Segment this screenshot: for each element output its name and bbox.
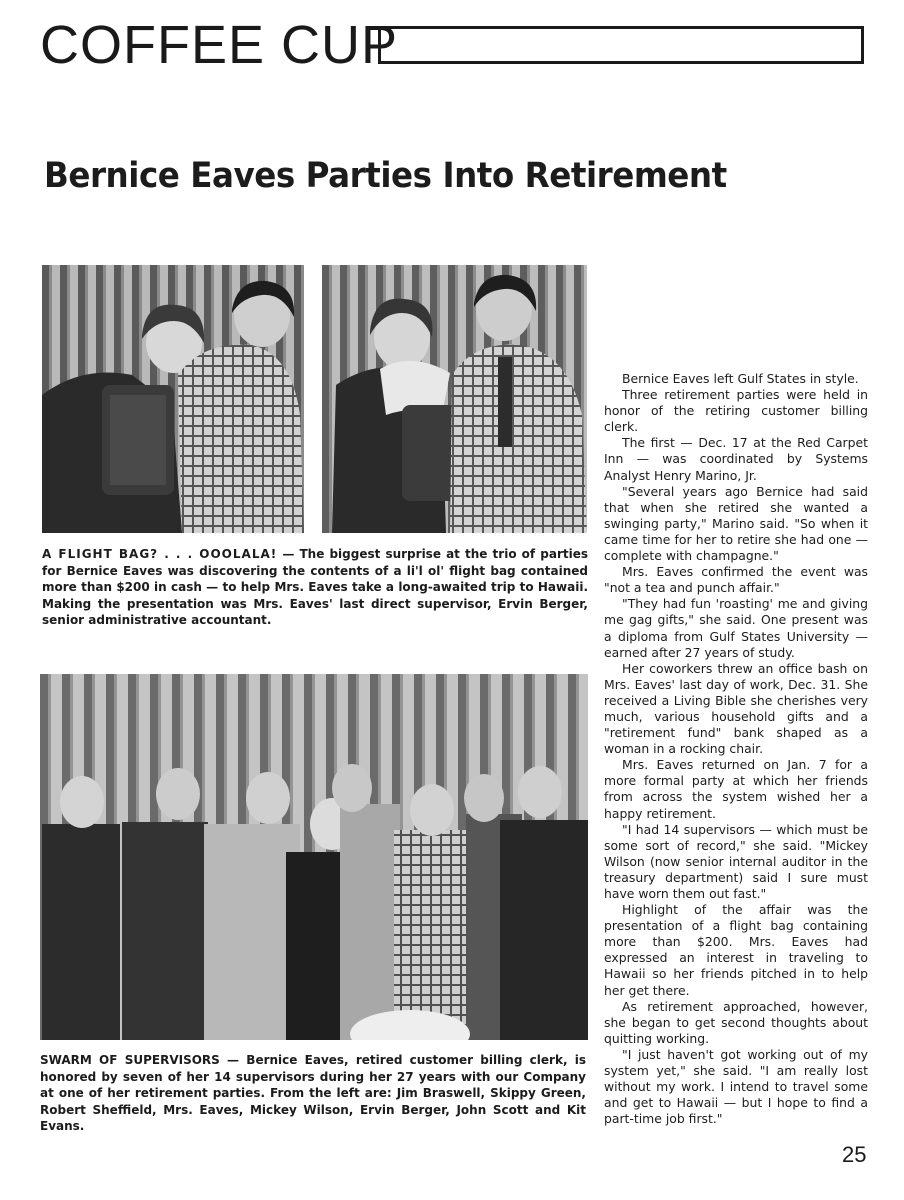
article-paragraph: The first — Dec. 17 at the Red Carpet Inn — was coordinated by Systems Analyst Henry Marino, Jr. <box>604 435 868 483</box>
caption-supervisors-text: — Bernice Eaves, retired customer billing clerk, is honored by seven of her 14 supervisors during her 27 years with our Company at one of her retirement parties. From the left are: Jim Braswell, Skippy Green, Robert Sheffield, Mrs. Eaves, Mickey Wilson, Ervin Berger, John Scott and Kit Evans. <box>40 1053 586 1133</box>
article-paragraph: Three retirement parties were held in honor of the retiring customer billing clerk. <box>604 387 868 435</box>
photo-group-supervisors <box>40 674 588 1040</box>
photo-flight-bag-right <box>322 265 587 533</box>
page-number: 25 <box>842 1142 867 1167</box>
caption-flight-bag <box>42 546 588 629</box>
article-paragraph: Mrs. Eaves confirmed the event was "not a tea and punch affair." <box>604 564 868 596</box>
masthead-title: COFFEE CUP <box>40 15 399 75</box>
article-paragraph: Bernice Eaves left Gulf States in style. <box>622 371 859 386</box>
article-paragraph: "I just haven't got working out of my system yet," she said. "I am really lost without my work. I intend to travel some and get to Hawaii — but I hope to find a part-time job first." <box>604 1046 868 1127</box>
masthead-rule-box <box>378 26 864 64</box>
photo-flight-bag-right-image <box>322 265 587 533</box>
photo-flight-bag-left <box>42 265 304 533</box>
article-paragraph: "Several years ago Bernice had said that when she retired she wanted a swinging party," Marino said. "So when it came time for her to retire she had one — complete with champagne." <box>604 483 868 564</box>
photo-flight-bag-left-image <box>42 265 304 533</box>
caption-flight-bag-lead: A FLIGHT BAG? . . . OOOLALA! <box>42 547 278 561</box>
article-paragraph: Highlight of the affair was the presentation of a flight bag containing more than $200. Mrs. Eaves had expressed an interest in traveling to Hawaii so her friends pitched in to help her get there. <box>604 902 868 998</box>
article-headline: Bernice Eaves Parties Into Retirement <box>44 156 727 196</box>
article-paragraph: "They had fun 'roasting' me and giving me gag gifts," she said. One present was a diploma from Gulf States University — earned after 27 years of study. <box>604 596 868 660</box>
article-paragraph: "I had 14 supervisors — which must be some sort of record," she said. "Mickey Wilson (now senior internal auditor in the treasury department) said I sure must have worn them out fast." <box>604 821 868 901</box>
article-paragraph: Mrs. Eaves returned on Jan. 7 for a more formal party at which her friends from across the system wished her a happy retirement. <box>604 757 868 821</box>
caption-flight-bag-text: — The biggest surprise at the trio of parties for Bernice Eaves was discovering the contents of a li'l ol' flight bag contained more than $200 in cash — to help Mrs. Eaves take a long-awaited trip to Hawaii. Making the presentation was Mrs. Eaves' last direct supervisor, Ervin Berger, senior administrative accountant. <box>42 547 589 627</box>
article-paragraph: Her coworkers threw an office bash on Mrs. Eaves' last day of work, Dec. 31. She received a Living Bible she cherishes very much, various household gifts and a "retirement fund" bank shaped as a woman in a rocking chair. <box>604 660 868 757</box>
article-paragraph: As retirement approached, however, she began to get second thoughts about quitting working. <box>604 998 868 1046</box>
caption-supervisors <box>40 1052 586 1135</box>
photo-group-supervisors-image <box>40 674 588 1040</box>
caption-supervisors-lead: SWARM OF SUPERVISORS <box>40 1053 220 1067</box>
article-body <box>604 371 868 1127</box>
